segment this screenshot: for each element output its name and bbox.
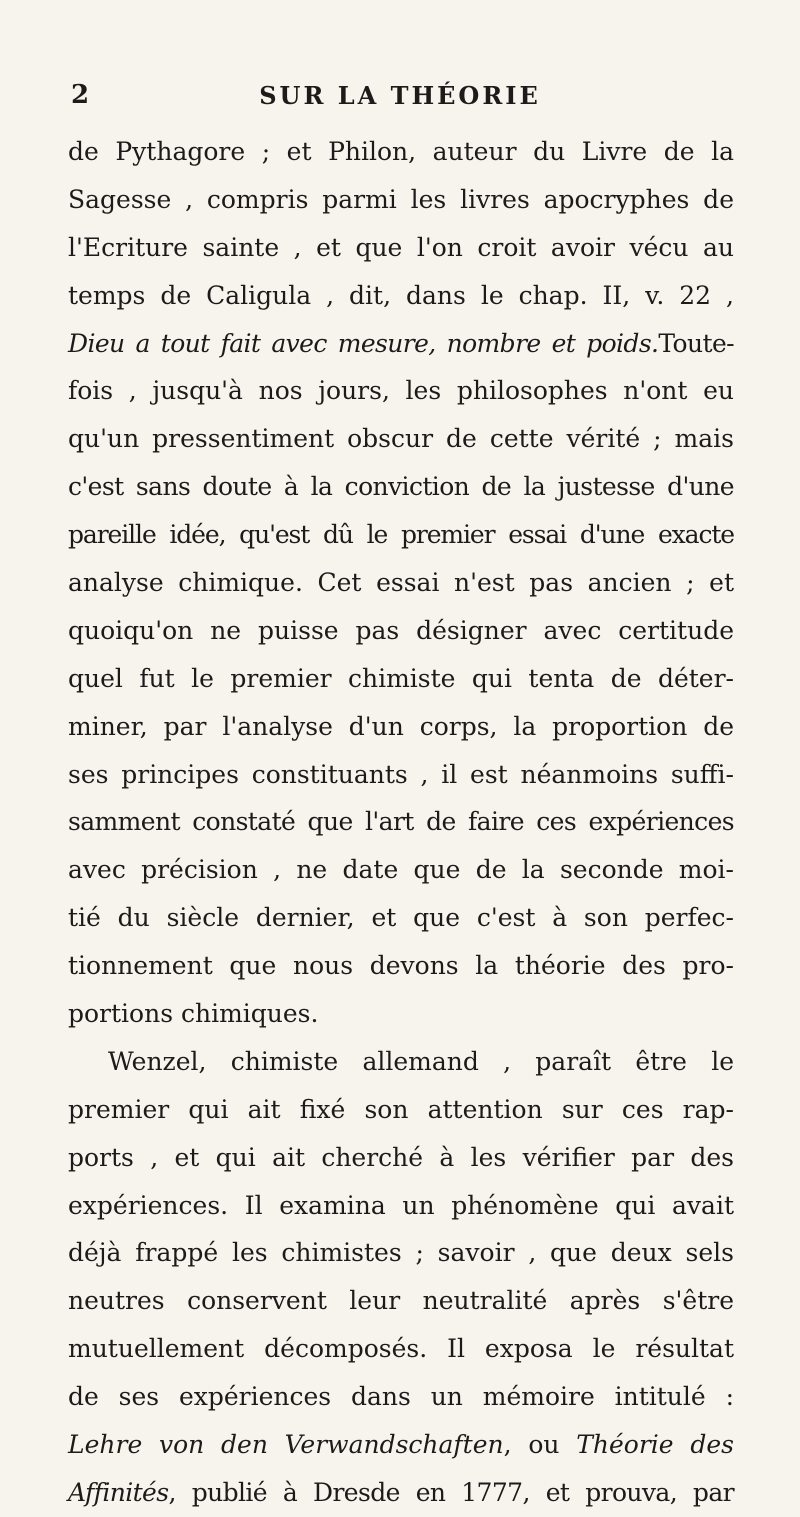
text-line: portions chimiques.	[68, 999, 319, 1029]
text-line: expériences. Il examina un phénomène qui avait	[68, 1190, 734, 1220]
italic-title: Affinités	[68, 1477, 169, 1507]
italic-quote: Dieu a tout fait avec mesure, nombre et poids.	[68, 328, 659, 358]
text-line: Dieu a tout fait avec mesure, nombre et poids.Toute-	[68, 328, 734, 358]
text-line: quoiqu'on ne puisse pas désigner avec certitude	[68, 615, 734, 645]
text-line: l'Ecriture sainte , et que l'on croit avoir vécu au	[68, 232, 734, 262]
text-line: analyse chimique. Cet essai n'est pas ancien ; et	[68, 568, 734, 598]
page-number: 2	[71, 80, 90, 110]
text-line: tionnement que nous devons la théorie des pro-	[68, 951, 734, 981]
text-line: Sagesse , compris parmi les livres apocryphes de	[68, 184, 734, 214]
text-line: tié du siècle dernier, et que c'est à son perfec-	[68, 903, 734, 933]
text-line: fois , jusqu'à nos jours, les philosophes n'ont eu	[68, 376, 734, 406]
italic-title: Lehre von den Verwandschaften	[68, 1430, 504, 1460]
text-line: neutres conservent leur neutralité après s'être	[68, 1286, 734, 1316]
text-line: samment constaté que l'art de faire ces expériences	[68, 807, 734, 837]
text-line: ports , et qui ait cherché à les vérifier par des	[68, 1142, 734, 1172]
text-line: mutuellement décomposés. Il exposa le résultat	[68, 1334, 734, 1364]
text-line: de Pythagore ; et Philon, auteur du Livre de la	[68, 137, 734, 166]
text-line: temps de Caligula , dit, dans le chap. II, v. 22 ,	[68, 280, 734, 310]
text-line: miner, par l'analyse d'un corps, la proportion de	[68, 711, 734, 741]
running-head: SUR LA THÉORIE	[259, 81, 541, 110]
text-line: quel fut le premier chimiste qui tenta de déter-	[68, 663, 734, 693]
text-line: Wenzel, chimiste allemand , paraît être le	[108, 1046, 734, 1076]
text-line: avec précision , ne date que de la seconde moi-	[68, 855, 734, 885]
text-line: premier qui ait fixé son attention sur ces rap-	[68, 1094, 734, 1124]
text-line: qu'un pressentiment obscur de cette vérité ; mais	[68, 424, 734, 454]
text-line: déjà frappé les chimistes ; savoir , que deux sels	[68, 1238, 734, 1268]
text-line: de ses expériences dans un mémoire intitulé :	[68, 1382, 734, 1412]
text-line: c'est sans doute à la conviction de la justesse d'une	[68, 472, 734, 502]
text-line: Lehre von den Verwandschaften, ou Théorie des	[68, 1430, 734, 1460]
body-text	[68, 128, 734, 1517]
text-line: ses principes constituants , il est néanmoins suffi-	[68, 759, 734, 789]
italic-title: Théorie des	[576, 1430, 734, 1460]
text-line: Affinités, publié à Dresde en 1777, et prouva, par	[68, 1477, 734, 1507]
text-line: pareille idée, qu'est dû le premier essai d'une exacte	[68, 520, 734, 550]
